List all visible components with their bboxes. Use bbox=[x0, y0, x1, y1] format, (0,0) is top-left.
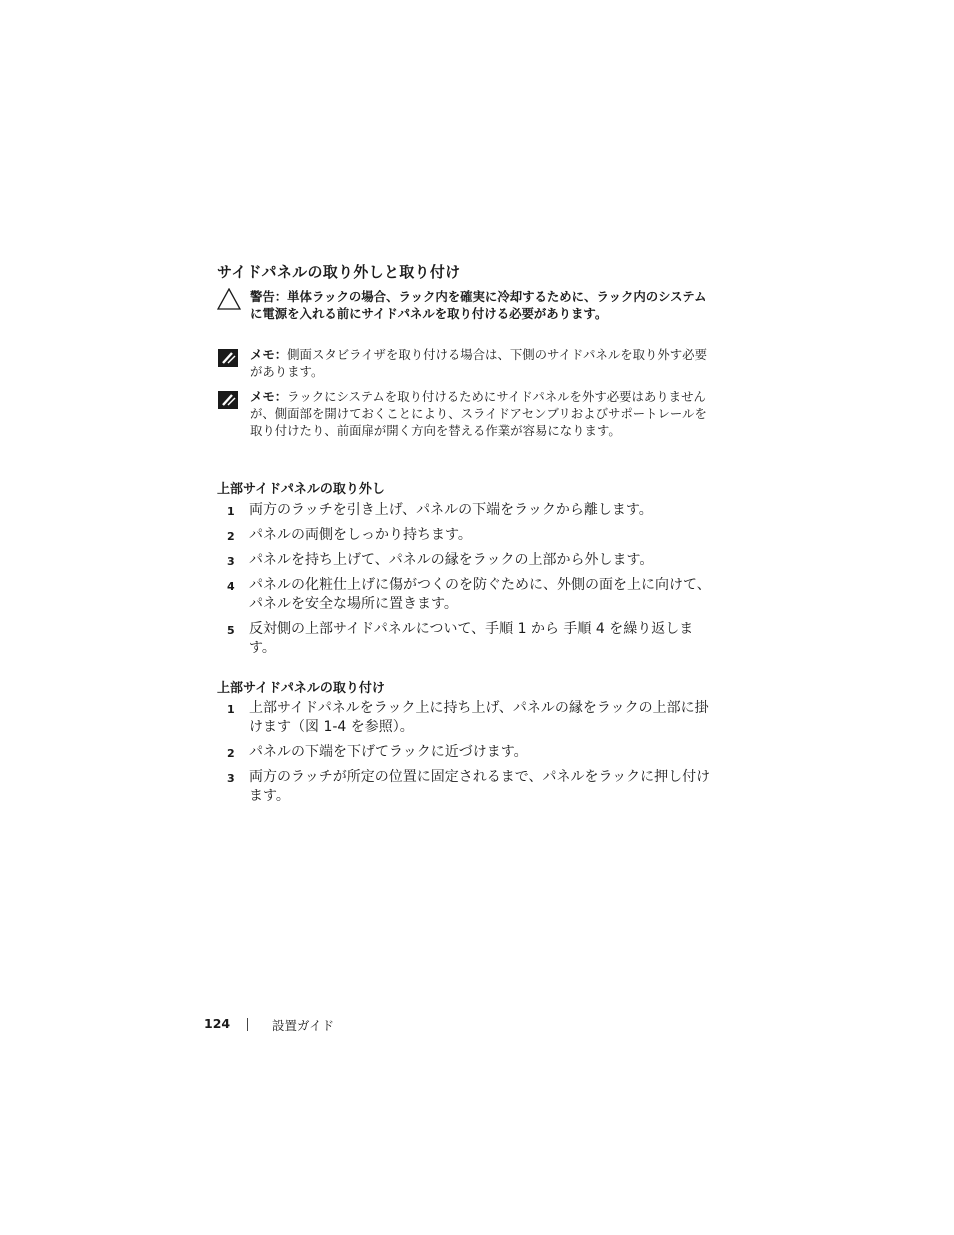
step-number: 5 bbox=[227, 624, 235, 637]
warning-triangle-icon bbox=[217, 288, 241, 314]
step-text: パネルの両側をしっかり持ちます。 bbox=[249, 527, 472, 543]
warning-notice bbox=[217, 288, 717, 342]
note-notice-1 bbox=[217, 346, 717, 382]
pencil-note-icon bbox=[217, 348, 239, 372]
list-item bbox=[217, 576, 717, 614]
note-label: メモ： bbox=[250, 389, 288, 404]
warning-text: 単体ラックの場合、ラック内を確実に冷却するために、ラック内のシステムに電源を入れる前にサイドパネルを取り付ける必要があります。 bbox=[250, 289, 707, 321]
removal-steps bbox=[217, 501, 717, 664]
step-text: パネルの化粧仕上げに傷がつくのを防ぐために、外側の面を上に向けて、パネルを安全な場所に置きます。 bbox=[249, 577, 711, 612]
step-text: パネルを持ち上げて、パネルの縁をラックの上部から外します。 bbox=[249, 552, 654, 568]
step-text: 両方のラッチを引き上げ、パネルの下端をラックから離します。 bbox=[249, 502, 653, 518]
note-label: メモ： bbox=[250, 347, 288, 362]
step-number: 4 bbox=[227, 580, 235, 593]
note-text: 側面スタビライザを取り付ける場合は、下側のサイドパネルを取り外す必要があります。 bbox=[250, 347, 707, 379]
list-item bbox=[217, 501, 717, 520]
note-notice-2 bbox=[217, 388, 717, 460]
warning-label: 警告： bbox=[250, 289, 288, 304]
step-number: 2 bbox=[227, 530, 235, 543]
list-item bbox=[217, 699, 717, 737]
step-text: パネルの下端を下げてラックに近づけます。 bbox=[249, 744, 528, 760]
list-item bbox=[217, 743, 717, 762]
section-title: サイドパネルの取り外しと取り付け bbox=[217, 263, 461, 281]
step-number: 3 bbox=[227, 555, 235, 568]
step-number: 3 bbox=[227, 772, 235, 785]
step-text: 両方のラッチが所定の位置に固定されるまで、パネルをラックに押し付けます。 bbox=[249, 769, 711, 804]
pencil-note-icon bbox=[217, 390, 239, 414]
removal-heading: 上部サイドパネルの取り外し bbox=[217, 482, 385, 497]
step-number: 2 bbox=[227, 747, 235, 760]
list-item bbox=[217, 768, 717, 806]
step-number: 1 bbox=[227, 505, 235, 518]
step-text: 上部サイドパネルをラック上に持ち上げ、パネルの縁をラックの上部に掛けます（図 1-4 を参照）。 bbox=[249, 700, 709, 735]
step-text: 反対側の上部サイドパネルについて、手順 1 から 手順 4 を繰り返します。 bbox=[249, 621, 694, 656]
list-item bbox=[217, 620, 717, 658]
footer-doc-title: 設置ガイド bbox=[272, 1018, 335, 1033]
step-number: 1 bbox=[227, 703, 235, 716]
note-text: ラックにシステムを取り付けるためにサイドパネルを外す必要はありませんが、側面部を開けておくことにより、スライドアセンブリおよびサポートレールを取り付けたり、前面扉が開く方向を替える作業が容易になります。 bbox=[250, 389, 707, 438]
list-item bbox=[217, 526, 717, 545]
installation-heading: 上部サイドパネルの取り付け bbox=[217, 681, 385, 696]
list-item bbox=[217, 551, 717, 570]
footer-separator bbox=[247, 1018, 248, 1031]
installation-steps bbox=[217, 699, 717, 812]
page-number: 124 bbox=[204, 1016, 231, 1031]
